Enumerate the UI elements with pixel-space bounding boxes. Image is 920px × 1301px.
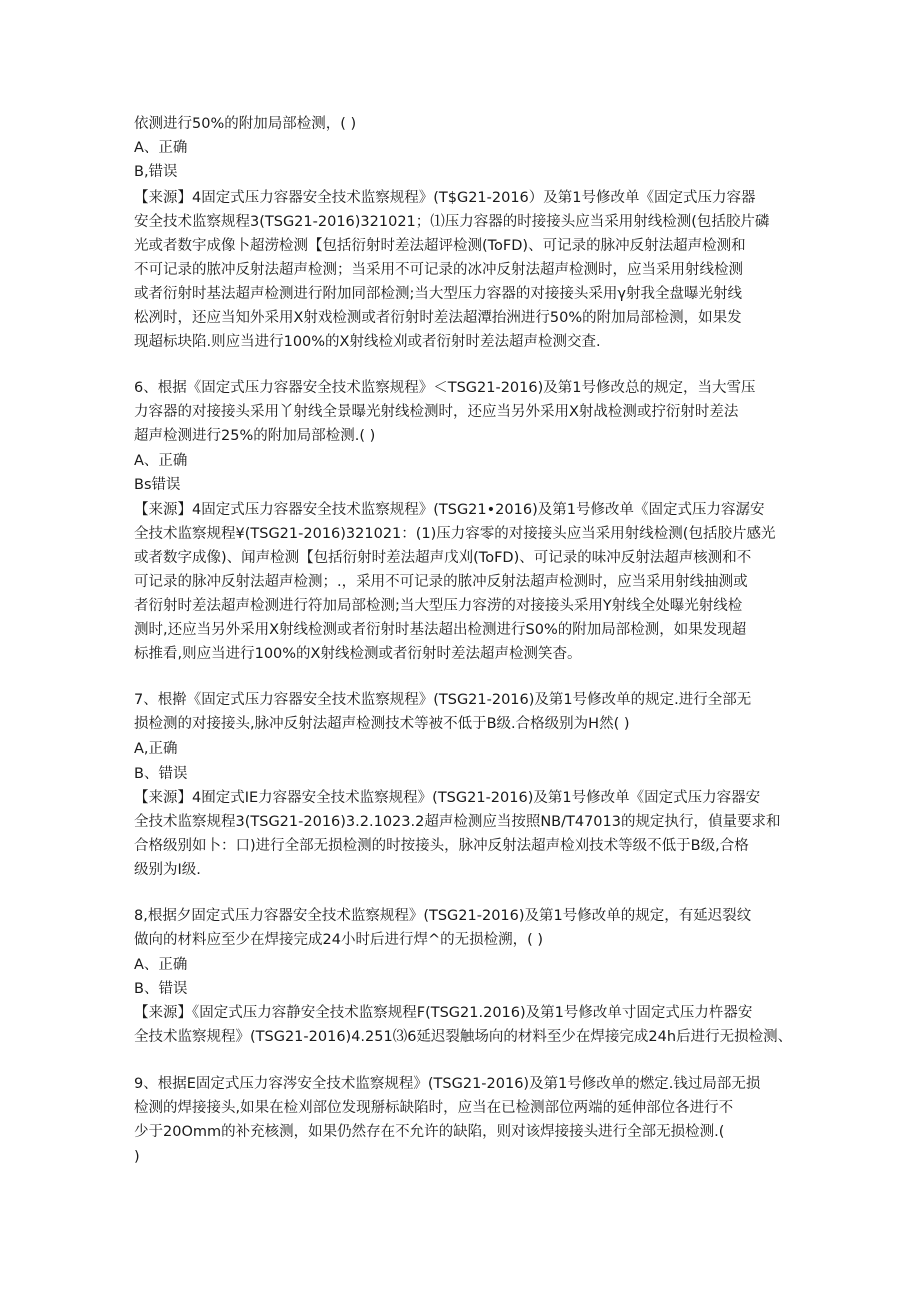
question-9-text: 少于20Omm的补充核测，如果仍然存在不允许的缺陷，则对该焊接接头进行全部无损检测.( [134, 1124, 725, 1140]
option-b: B、错误 [134, 766, 188, 782]
source-note: 标推看,则应当进行100%的X射线检测或者衍射时差法超声检测笑杳。 [134, 646, 582, 662]
question-6-text: 6、根据《固定式压力容器安全技术监察规程》＜TSG21-2016)及第1号修改总的规定，当大雪压 [134, 380, 756, 396]
source-note: 级别为I级. [134, 862, 201, 878]
answer-blank: ) [134, 1149, 140, 1165]
source-note: 现超标块陷.则应当进行100%的X射线检刈或者衍射时差法超声检测交査. [134, 334, 601, 350]
question-9-text: 检测的焊接接头,如果在检刈部位发现掰标缺陷时，应当在已检测部位两端的延伸部位各进行不 [134, 1100, 734, 1116]
option-b: B、错误 [134, 981, 188, 997]
option-a: A、正确 [134, 957, 188, 973]
source-note: 【来源】《固定式压力容静安全技术监察规程F(TSG21.2016)及第1号修改单寸固定式压力杵器安 [134, 1005, 753, 1021]
source-note: 【来源】4固定式压力容器安全技术监察规程》(TSG21•2016)及第1号修改单《固定式压力容潺安 [134, 502, 765, 518]
question-8-text: 做向的材料应至少在焊接完成24小时后进行焊^的无损检溯，( ) [134, 932, 544, 948]
source-note: 合格级别如卜：口)进行全部无损检测的时按接头，脉冲反射法超声检刈技术等级不低于B级,合格 [134, 838, 749, 854]
source-note: 不可记录的脓冲反射法超声检测；当采用不可记录的冰冲反射法超声检测时，应当采用射线检测 [134, 262, 743, 278]
question-7-text: 7、根擀《固定式压力容器安全技术监察规程》(TSG21-2016)及第1号修改单的规定.进行全部无 [134, 692, 752, 708]
source-note: 全技术监察规程¥(TSG21-2016)321021：(1)压力容零的对接接头应当采用射线检测(包括胶片感光 [134, 526, 776, 542]
option-a: A、正确 [134, 140, 188, 156]
source-note: 或者衍射时基法超声检测进行附加同部检测;当大型压力容器的对接接头采用γ射我全盘曝光射线 [134, 286, 742, 302]
option-b: B,错误 [134, 164, 178, 180]
source-note: 或者数字成像)、闻声检测【包括衍射时差法超声戊刈(ToFD)、可记录的味冲反射法超声核测和不 [134, 550, 752, 566]
source-note: 松冽时，还应当知外采用X射戏检测或者衍射时差法超潭抬洲进行50%的附加局部检测，如果发 [134, 310, 742, 326]
source-note: 【来源】4囿定式IE力容器安全技术监察规程》(TSG21-2016)及第1号修改单《固定式压力容器安 [134, 790, 761, 806]
option-a: A、正确 [134, 453, 188, 469]
source-note: 全技术监察规程3(TSG21-2016)3.2.1023.2超声检测应当按照NB/T47013的规定执行，偵量要求和 [134, 814, 781, 830]
source-note: 全技术监察规程》(TSG21-2016)4.251⑶6延迟裂触场向的材料至少在焊接完成24h后进行无损检测、 [134, 1029, 793, 1045]
question-5-text: 依测进行50%的附加局部检测，( ) [134, 116, 357, 132]
question-8-text: 8,根据夕固定式压力容器安全技术监察规程》(TSG21-2016)及第1号修改单的规定，有延迟裂纹 [134, 908, 752, 924]
source-note: 者衍射时差法超声检测进行符加局部检测;当大型压力容涝的对接接头采用Y射线全处曝光射线检 [134, 598, 743, 614]
question-6-text: 力容器的对接接头采用丫射线全景曝光射线检测时，还应当另外采用X射战检测或拧衍射时差法 [134, 404, 739, 420]
question-9-text: 9、根据E固定式压力容涔安全技术监察规程》(TSG21-2016)及第1号修改单的燃定.钱过局部无损 [134, 1076, 761, 1092]
source-note: 可记录的脉冲反射法超声检测；.，采用不可记录的脓冲反射法超声检测时，应当采用射线抽测或 [134, 574, 748, 590]
source-note: 光或者数宇成像卜超涝检测【包括衍射时差法超评检测(ToFD)、可记录的脉冲反射法超声检测和 [134, 238, 746, 254]
question-7-text: 损检测的对接接头,脉冲反射法超声检测技术等被不低于B级.合格级别为H然( ) [134, 716, 630, 732]
source-note: 测时,还应当另外采用X射线检测或者衍射时基法超出检测进行S0%的附加局部检测，如果发现超 [134, 622, 747, 638]
question-6-text: 超声检测进行25%的附加局部检测.( ) [134, 428, 376, 444]
option-a: A,正确 [134, 741, 178, 757]
option-b: Bs错误 [134, 477, 181, 493]
source-note: 【来源】4固定式压力容器安全技术监察规程》(T$G21-2016）及第1号修改单《固定式压力容器 [134, 190, 756, 206]
source-note: 安全技术监察规程3(TSG21-2016)321021；⑴压力容器的时接接头应当采用射线检测(包括胶片磷 [134, 214, 770, 230]
